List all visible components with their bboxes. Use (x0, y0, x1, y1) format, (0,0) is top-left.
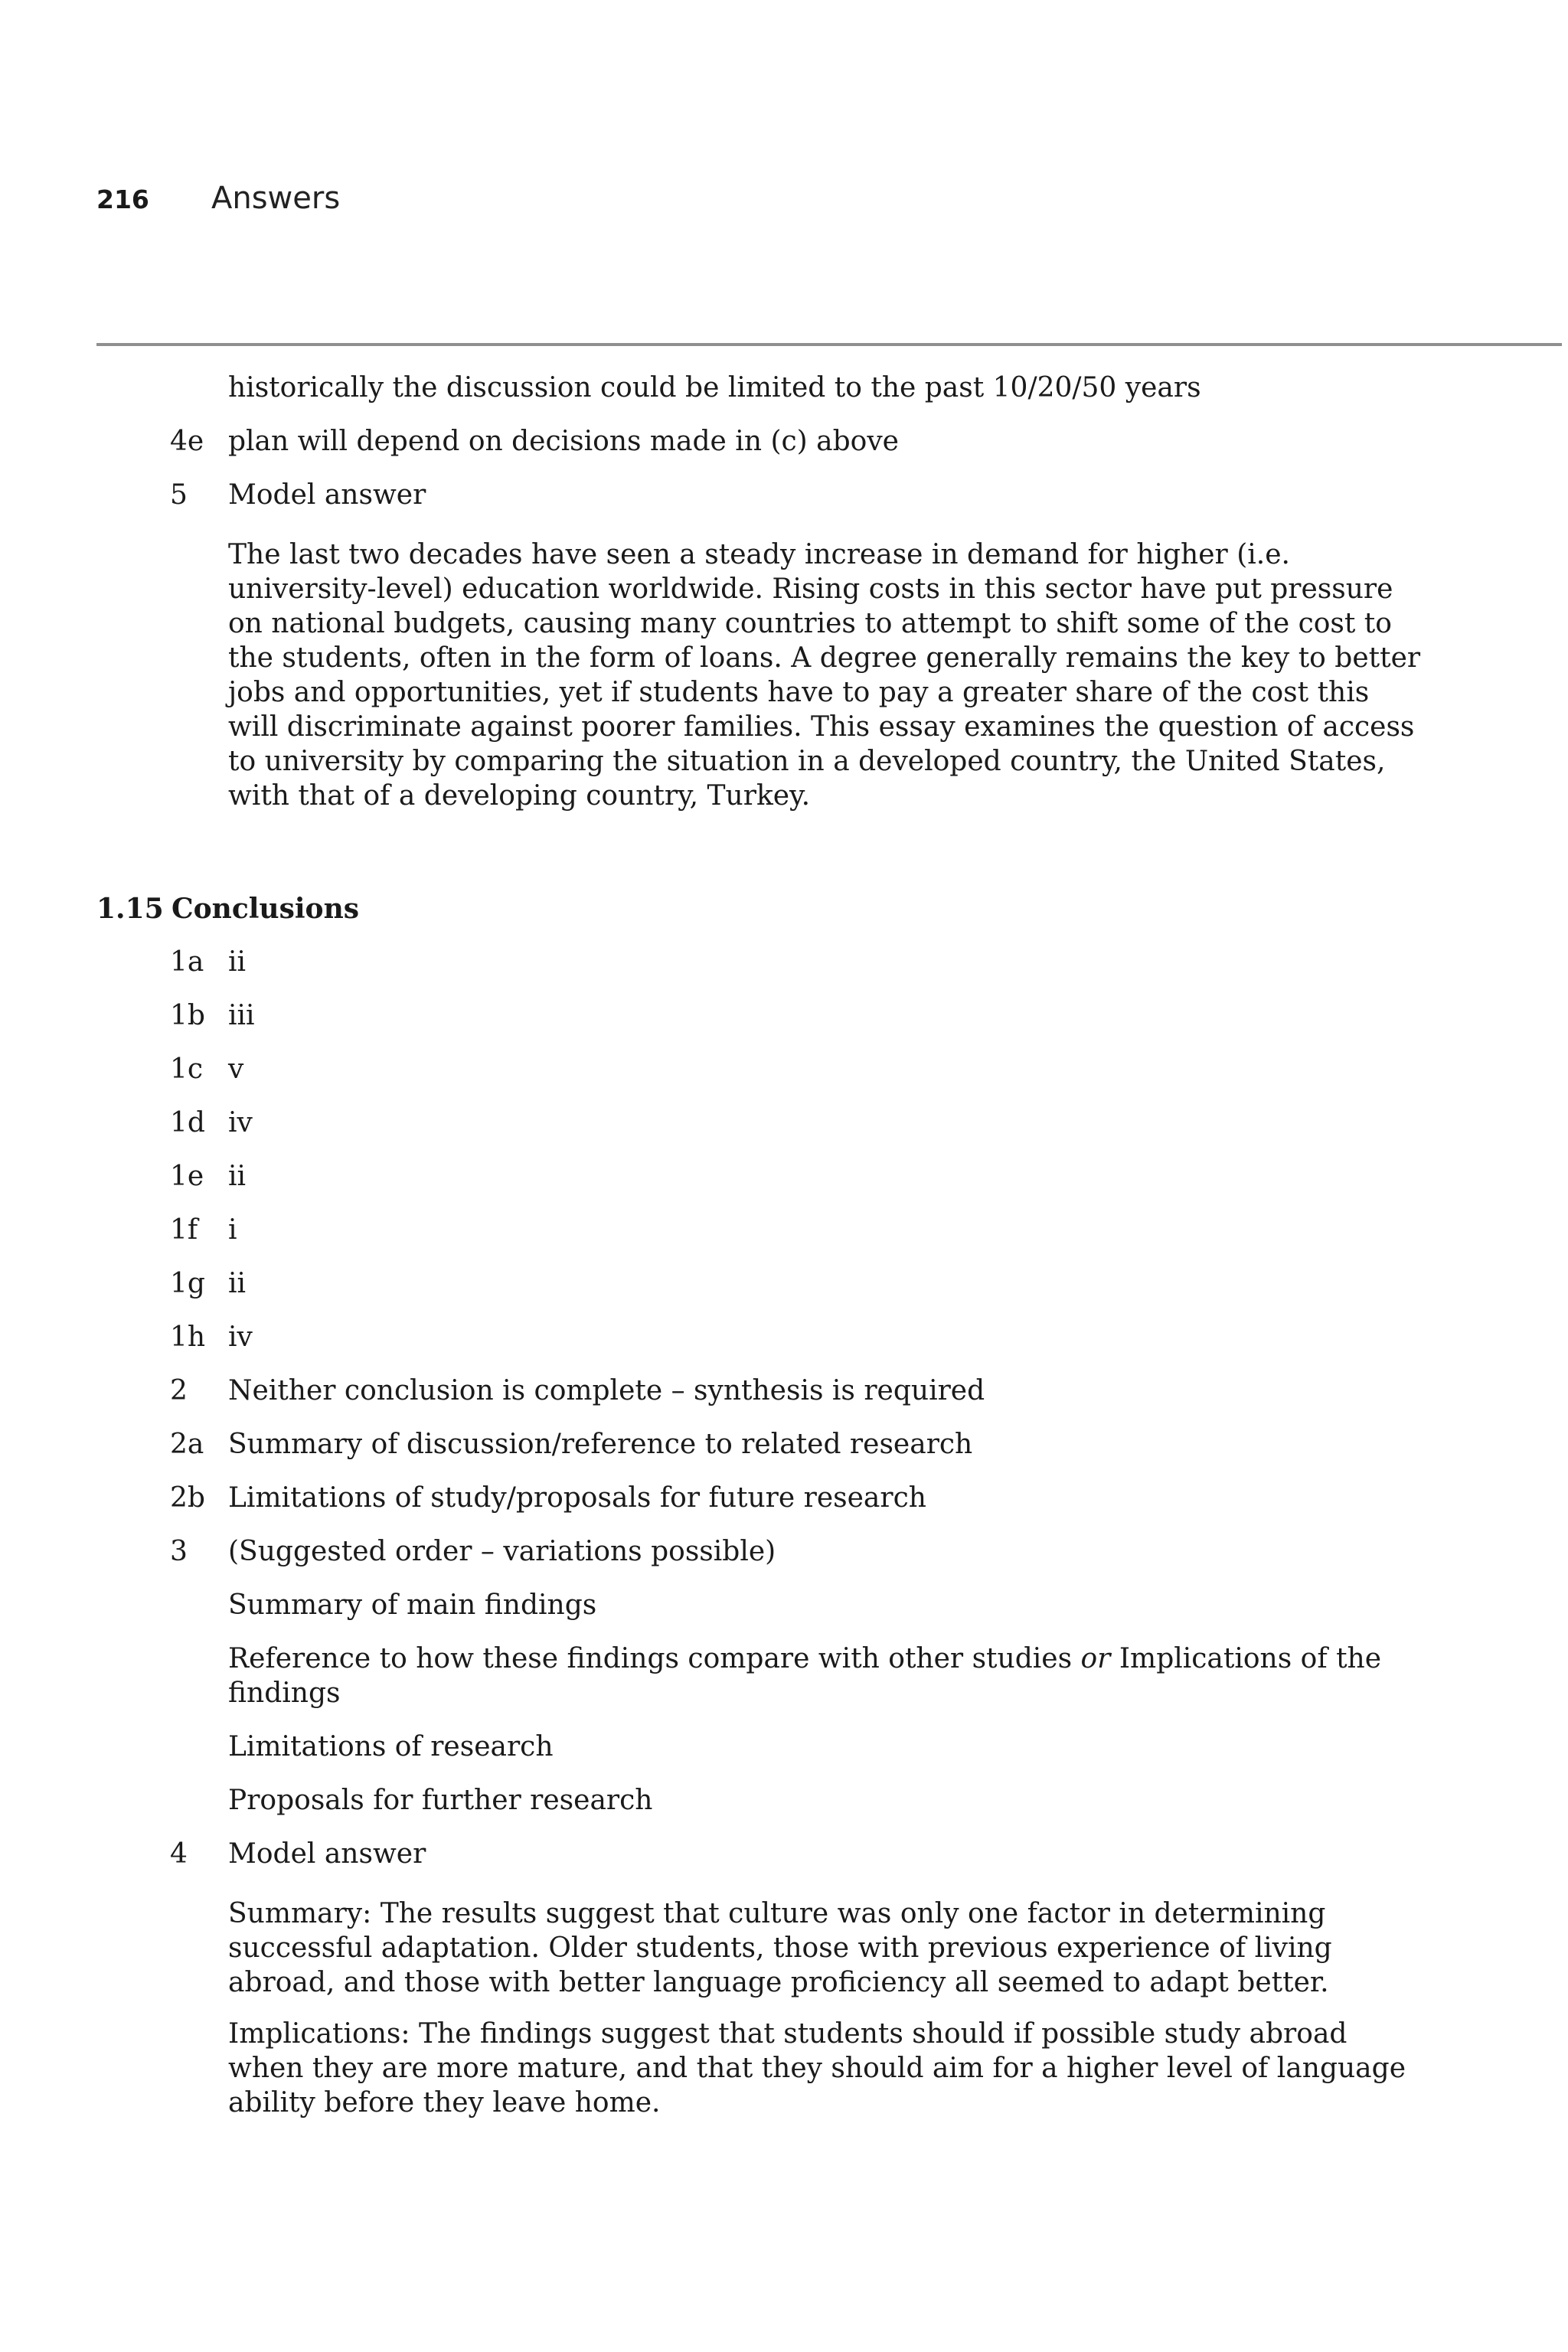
order-item (0, 1774, 1568, 1828)
order-item-text: Limitations of research (228, 1731, 554, 1762)
section-title: Conclusions (172, 893, 360, 925)
order-item (0, 1720, 1568, 1774)
order-item (0, 1632, 1568, 1720)
answer-row (0, 1364, 1568, 1418)
answer-text: Summary of discussion/reference to related research (228, 1429, 973, 1460)
answer-label: 4 (170, 1838, 188, 1870)
answer-text: ii (228, 1268, 247, 1299)
running-title: Answers (211, 181, 341, 216)
answer-text: Model answer (228, 479, 426, 511)
answer-row (0, 1204, 1568, 1257)
order-item-text-italic: or (1080, 1643, 1111, 1674)
answer-text: v (228, 1054, 244, 1085)
answer-text: Neither conclusion is complete – synthesis is required (228, 1375, 985, 1406)
answer-row (0, 415, 1568, 469)
answer-text: plan will depend on decisions made in (c) above (228, 426, 899, 457)
answer-text: ii (228, 946, 247, 978)
answer-label: 1e (170, 1161, 204, 1192)
answer-label: 2a (170, 1429, 204, 1460)
answer-label: 5 (170, 479, 188, 511)
answer-label: 1b (170, 1000, 205, 1031)
order-item-text: Proposals for further research (228, 1785, 653, 1816)
answer-row (0, 936, 1568, 989)
answer-text: iii (228, 1000, 255, 1031)
answer-row (0, 469, 1568, 522)
answer-label: 1g (170, 1268, 205, 1299)
answer-label: 1c (170, 1054, 204, 1085)
answer-row (0, 361, 1568, 415)
answer-text: Model answer (228, 1838, 426, 1870)
section-number: 1.15 (96, 893, 164, 925)
answer-row (0, 1525, 1568, 1579)
answer-text: ii (228, 1161, 247, 1192)
order-item-text (228, 1632, 1423, 1720)
answer-label: 1d (170, 1107, 205, 1138)
model-answer-paragraph: Implications: The findings suggest that students should if possible study abroad when they are more mature, and that they should aim for a higher level of language ability before they leave home. (228, 2018, 1406, 2118)
answer-label: 1a (170, 946, 204, 978)
answer-row (0, 1150, 1568, 1204)
answer-row (0, 989, 1568, 1043)
answer-row (0, 1418, 1568, 1472)
model-answer-paragraph: The last two decades have seen a steady increase in demand for higher (i.e. university-level) education worldwide. Rising costs in this sector have put pressure on national budgets, causing many countries to attempt to shift some of the cost to the students, often in the form of loans. A degree generally remains the key to better jobs and opportunities, yet if students have to pay a greater share of the cost this will discriminate against poorer families. This essay examines the question of access to university by comparing the situation in a developed country, the United States, with that of a developing country, Turkey. (228, 539, 1421, 812)
order-item (0, 1579, 1568, 1632)
answer-label: 1f (170, 1214, 198, 1246)
answer-text: i (228, 1214, 237, 1246)
answer-label: 1h (170, 1321, 206, 1353)
answer-text: historically the discussion could be limited to the past 10/20/50 years (228, 372, 1201, 403)
answers-body (0, 361, 1568, 2137)
answer-row (0, 1043, 1568, 1096)
answer-label: 3 (170, 1536, 188, 1567)
answer-row (0, 1257, 1568, 1311)
running-header (96, 181, 340, 227)
answer-label: 2 (170, 1375, 188, 1406)
header-rule (96, 343, 1562, 346)
order-item-text: Summary of main findings (228, 1589, 597, 1621)
model-answer-paragraph: Summary: The results suggest that culture was only one factor in determining successful adaptation. Older students, those with previous experience of living abroad, and those with better language proficiency all seemed to adapt better. (228, 1898, 1332, 1998)
answer-row (0, 1828, 1568, 1881)
answer-row (0, 1311, 1568, 1364)
answer-text: (Suggested order – variations possible) (228, 1536, 776, 1567)
answer-text: Limitations of study/proposals for future research (228, 1482, 926, 1514)
page-number: 216 (96, 185, 149, 214)
answer-text: iv (228, 1321, 253, 1353)
answer-row (0, 1472, 1568, 1525)
section-heading (0, 882, 1568, 936)
order-item-text-part: Reference to how these findings compare with other studies (228, 1643, 1081, 1674)
answer-text: iv (228, 1107, 253, 1138)
answer-label: 2b (170, 1482, 205, 1514)
order-item-text-part: Implications of the findings (228, 1643, 1382, 1709)
answer-label: 4e (170, 426, 204, 457)
answer-row (0, 1096, 1568, 1150)
